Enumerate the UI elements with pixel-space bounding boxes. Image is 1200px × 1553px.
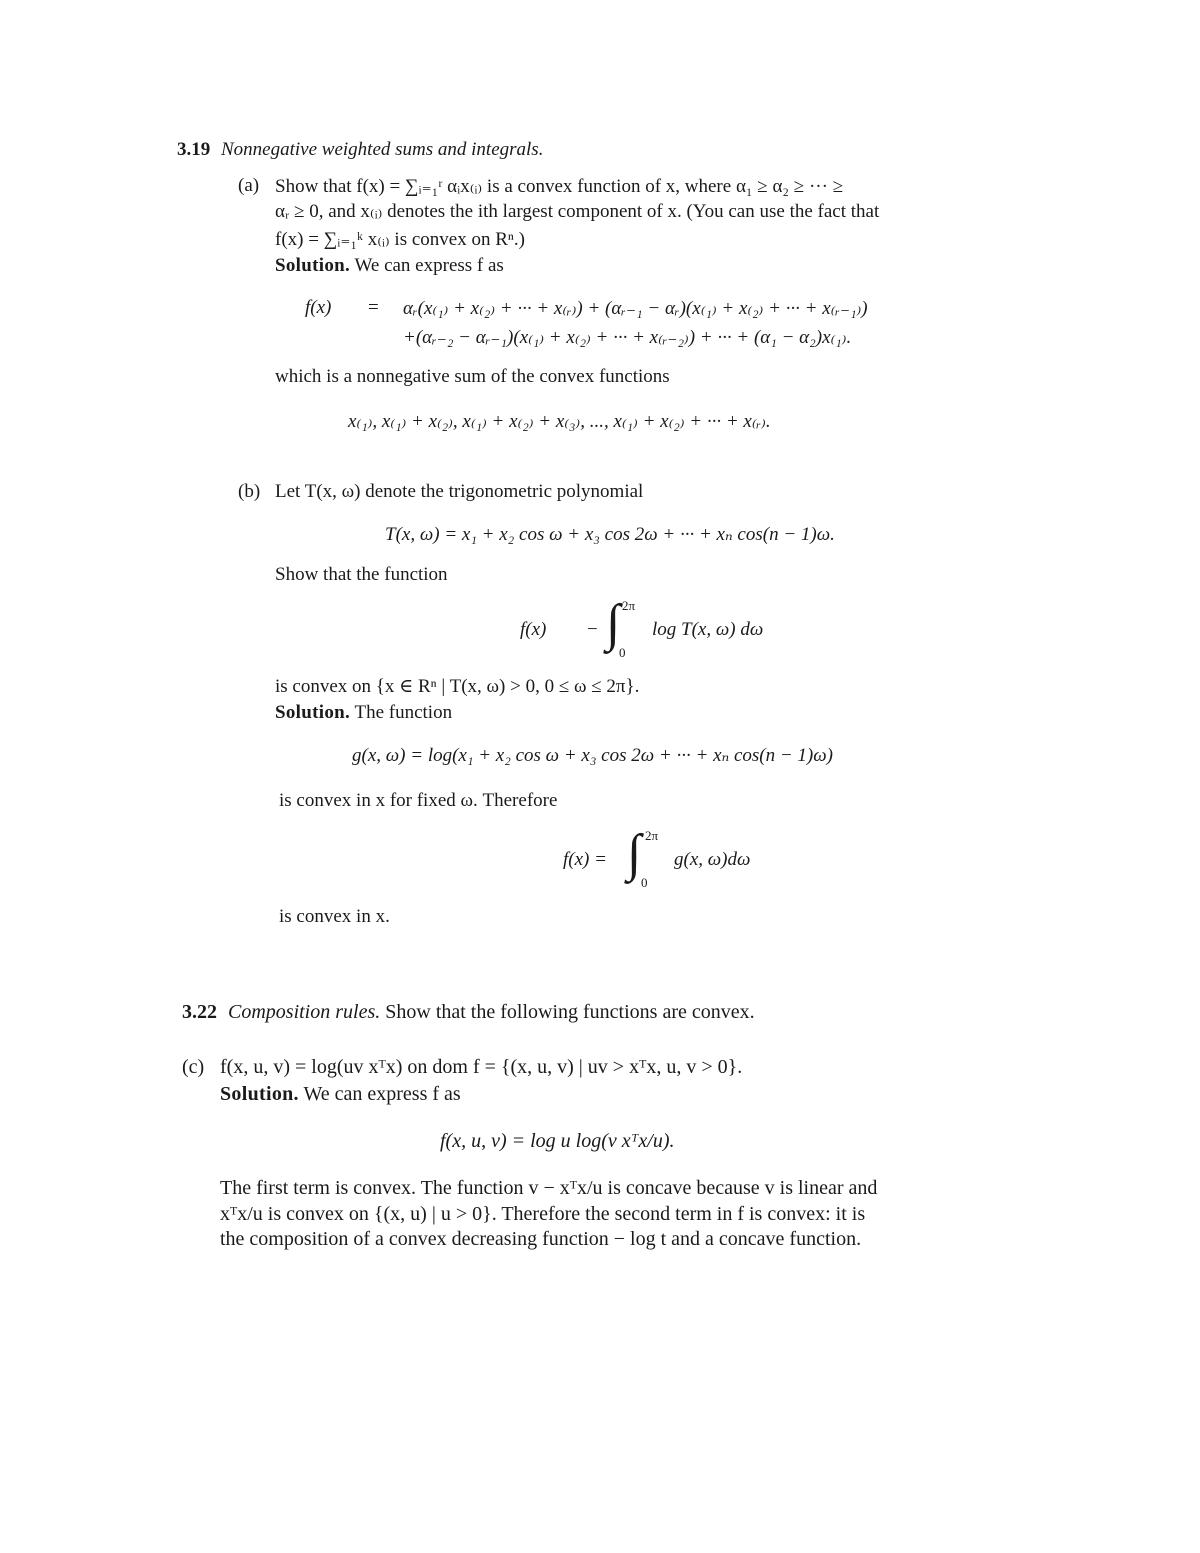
eq-f-rel: −	[587, 619, 598, 640]
part-a-after: which is a nonnegative sum of the convex functions	[275, 366, 670, 387]
solution-label: Solution.	[220, 1083, 299, 1105]
eq-f2-body: g(x, ω)dω	[674, 849, 751, 870]
problem-number: 3.19	[177, 139, 211, 160]
solution-label: Solution.	[275, 702, 351, 723]
part-c-para-2: xᵀx/u is convex on {(x, u) | u > 0}. Therefore the second term in f is convex: it is	[220, 1203, 866, 1225]
part-a-label: (a)	[238, 175, 260, 196]
integral-sign: ∫	[606, 595, 621, 652]
eq-trig-polynomial: T(x, ω) = x₁ + x₂ cos ω + x₃ cos 2ω + ··· + xₙ cos(n − 1)ω.	[385, 524, 835, 545]
integral-lower-limit: 0	[619, 645, 626, 660]
part-a-solution	[275, 255, 504, 277]
part-a-line-1: Show that f(x) = ∑ᵢ₌₁ʳ αᵢx₍ᵢ₎ is a convex function of x, where α₁ ≥ α₂ ≥ ··· ≥	[275, 176, 844, 197]
problem-number: 3.22	[182, 1001, 217, 1023]
solution-text: The function	[354, 702, 453, 723]
problem-intro: Show that the following functions are convex.	[385, 1001, 755, 1023]
integral-lower-limit: 0	[641, 875, 648, 890]
part-b-final: is convex in x.	[279, 906, 390, 927]
part-c-para-3: the composition of a convex decreasing function − log t and a concave function.	[220, 1228, 862, 1250]
eq-a-line-2: +(αᵣ₋₂ − αᵣ₋₁)(x₍₁₎ + x₍₂₎ + ··· + x₍ᵣ₋₂₎) + ··· + (α₁ − α₂)x₍₁₎.	[403, 327, 852, 348]
part-a-line-3: f(x) = ∑ᵢ₌₁ᵏ x₍ᵢ₎ is convex on Rⁿ.)	[275, 229, 525, 250]
part-b-solution	[275, 702, 452, 724]
integral-upper-limit: 2π	[645, 828, 659, 843]
part-b-convex-fixed: is convex in x for fixed ω. Therefore	[279, 790, 558, 811]
part-c-para-1: The first term is convex. The function v − xᵀx/u is concave because v is linear and	[220, 1177, 878, 1199]
part-a-line-2: αᵣ ≥ 0, and x₍ᵢ₎ denotes the ith largest component of x. (You can use the fact that	[275, 201, 880, 222]
problem-title: Nonnegative weighted sums and integrals.	[221, 139, 544, 160]
solution-label: Solution.	[275, 255, 351, 276]
part-b-intro: Let T(x, ω) denote the trigonometric polynomial	[275, 481, 644, 502]
problem-title: Composition rules.	[228, 1001, 381, 1023]
part-b-label: (b)	[238, 481, 261, 502]
problem-3-19-heading	[177, 139, 543, 161]
eq-a-line-1: αᵣ(x₍₁₎ + x₍₂₎ + ··· + x₍ᵣ₎) + (αᵣ₋₁ − αᵣ)(x₍₁₎ + x₍₂₎ + ··· + x₍ᵣ₋₁₎)	[403, 298, 868, 319]
eq-c: f(x, u, v) = log u log(v xᵀx/u).	[440, 1130, 675, 1152]
part-c-solution	[220, 1083, 461, 1106]
part-c-label: (c)	[182, 1056, 205, 1078]
convex-function-list: x₍₁₎, x₍₁₎ + x₍₂₎, x₍₁₎ + x₍₂₎ + x₍₃₎, ..., x₍₁₎ + x₍₂₎ + ··· + x₍ᵣ₎.	[348, 411, 771, 432]
integral-upper-limit: 2π	[622, 598, 636, 613]
eq-a-rel: =	[368, 297, 379, 318]
eq-a-lhs: f(x)	[305, 297, 332, 318]
problem-3-22-heading	[182, 1001, 755, 1024]
part-b-show: Show that the function	[275, 564, 448, 585]
eq-g: g(x, ω) = log(x₁ + x₂ cos ω + x₃ cos 2ω + ··· + xₙ cos(n − 1)ω)	[352, 745, 833, 766]
solution-text: We can express f as	[303, 1083, 461, 1105]
solution-text: We can express f as	[354, 255, 504, 276]
integral-sign: ∫	[627, 825, 642, 882]
eq-f2-lhs: f(x) =	[563, 849, 607, 870]
part-b-domain: is convex on {x ∈ Rⁿ | T(x, ω) > 0, 0 ≤ ω ≤ 2π}.	[275, 676, 640, 697]
eq-f-body: log T(x, ω) dω	[652, 619, 764, 640]
eq-f-lhs: f(x)	[520, 619, 547, 640]
part-c-statement: f(x, u, v) = log(uv xᵀx) on dom f = {(x, u, v) | uv > xᵀx, u, v > 0}.	[220, 1056, 743, 1078]
